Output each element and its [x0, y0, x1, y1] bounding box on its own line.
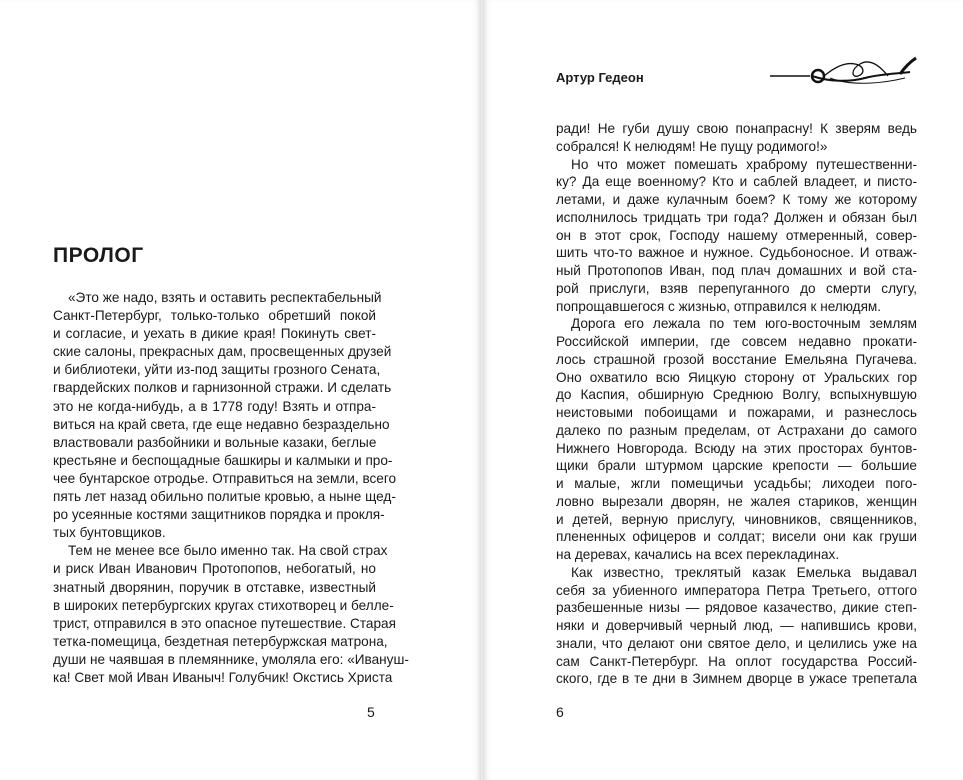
text-line: рой прислуги, взяв перепуганного до смерти слугу, — [556, 280, 917, 296]
text-line: Дорога его лежала по тем юго-восточным землям — [571, 316, 917, 332]
text-line: разбешенные низы — рядовое казачество, дикие степ- — [556, 600, 917, 616]
text-line: крестьяне и беспощадные башкиры и калмыки и про- — [53, 452, 393, 468]
text-line: летами, и даже кулачным боем? К тому же которому — [556, 192, 917, 207]
text-line: ради! Не губи душу свою понапрасну! К зверям ведь — [556, 121, 917, 136]
text-line: Оно охватило всю Яицкую сторону от Уральских гор — [556, 369, 917, 385]
text-line: сам Санкт-Петербург. На оплот государства Россий- — [556, 653, 917, 669]
text-line: ские салоны, прекрасных дам, просвещенных друзей — [53, 344, 392, 360]
text-line: ный Протопопов Иван, под плач домашних и вой ста- — [556, 263, 917, 278]
text-line: и библиотеки, уйти из-под защиты грозного Сената, — [53, 362, 381, 378]
running-head-author: Артур Гедеон — [556, 70, 644, 85]
text-line: Нижнего Новгорода. Всюду на этих просторах бунтов- — [556, 440, 917, 456]
text-line: далеко по разным пределам, от Астрахани до самого — [556, 422, 917, 438]
text-line: виться на край света, где еще недавно безраздельно — [53, 416, 390, 432]
text-line: ку? Да еще военному? Кто и саблей владеет, и писто- — [556, 174, 917, 190]
chapter-title: ПРОЛОГ — [53, 244, 144, 267]
text-line: тых бунтовщиков. — [53, 525, 166, 541]
text-line: ро усеянные костями защитников порядка и прокля- — [53, 507, 385, 523]
text-line: тетка-помещица, бездетная петербуржская матрона, — [53, 633, 388, 649]
text-line: в широких петербургских кругах стихотворец и белле- — [53, 597, 394, 613]
text-line: это не когда-нибудь, а в 1778 году! Взять и отпра- — [53, 398, 376, 414]
text-line: гвардейских полков и гарнизонной стражи. И сделать — [53, 380, 392, 396]
page-number: 6 — [556, 704, 564, 720]
text-line: и детей, верную прислугу, чиновников, священников, — [556, 511, 917, 527]
text-line: неистовыми побоищами и пожарами, и разнеслось — [556, 405, 917, 420]
text-line: Российской империи, где совсем недавно прокати- — [556, 334, 917, 349]
text-line: до Каспия, обширную Среднюю Волгу, вспыхнувшую — [556, 387, 917, 403]
text-line: пять лет назад обильно политые кровью, а ныне щед- — [53, 489, 396, 505]
text-line: шить что-то важное и нужное. Судьбоносное. И отваж- — [556, 245, 917, 261]
right-page — [483, 0, 963, 780]
flourish-ornament-icon — [770, 52, 920, 92]
left-page — [0, 0, 481, 780]
text-line: себя за убиенного императора Петра Третьего, оттого — [556, 582, 917, 598]
text-line: он в этот срок, Господу нашему отмеренный, совер- — [556, 227, 917, 243]
text-line: ского, где в те дни в Зимнем дворце в ужасе трепетала — [556, 671, 917, 687]
text-line: Тем не менее все было именно так. На свой страх — [68, 543, 388, 559]
text-line: Но что может помешать храброму путешественни- — [571, 156, 917, 172]
text-line: знали, что делают они святое дело, и целились уже на — [556, 635, 917, 651]
left-page-text — [53, 289, 409, 687]
text-line: лось страшной грозой восстание Емельяна Пугачева. — [556, 351, 917, 367]
text-line: плененных офицеров и солдат; висели они как груши — [556, 529, 917, 545]
text-line: и согласие, и уехать в дикие края! Покинуть свет- — [53, 326, 376, 342]
text-line: души не чаявшая в племяннике, умоляла его: «Ивануш- — [53, 651, 409, 667]
text-line: «Это же надо, взять и оставить респектабельный — [68, 290, 382, 305]
text-line: Санкт-Петербург, только-только обретший покой — [53, 308, 376, 324]
text-line: Как известно, треклятый казак Емелька выдавал — [571, 564, 917, 580]
text-line: и риск Иван Иванович Протопопов, небогатый, но — [53, 561, 376, 577]
text-line: знатный дворянин, поручик в отставке, известный — [53, 579, 376, 595]
right-page-text — [556, 120, 917, 688]
text-line: ловно вырезали дворян, не жалея стариков, женщин — [556, 493, 917, 509]
text-line: няки и доверчивый черный люд, — напившись крови, — [556, 618, 917, 633]
text-line: властвовали разбойники и вольные казаки, беглые — [53, 434, 377, 450]
text-line: чее бунтарское отродье. Отправиться на земли, всего — [53, 470, 397, 486]
text-line: собрался! К нелюдям! Не пущу родимого!» — [556, 138, 828, 154]
text-line: исполнилось тридцать три года? Должен и обязан был — [556, 209, 917, 225]
text-line: трист, отправился в это опасное путешествие. Старая — [53, 615, 396, 631]
text-line: ка! Свет мой Иван Иваныч! Голубчик! Окстись Христа — [53, 669, 393, 685]
text-line: попрощавшегося с жизнью, отправился к нелюдям. — [556, 298, 882, 314]
text-line: на деревах, качались на всех перекладинах. — [556, 547, 840, 562]
text-line: щики брали штурмом царские крепости — большие — [556, 458, 917, 474]
text-line: и малые, жгли помещичьи усадьбы; лиходеи пого- — [556, 476, 917, 491]
page-number: 5 — [367, 704, 375, 720]
